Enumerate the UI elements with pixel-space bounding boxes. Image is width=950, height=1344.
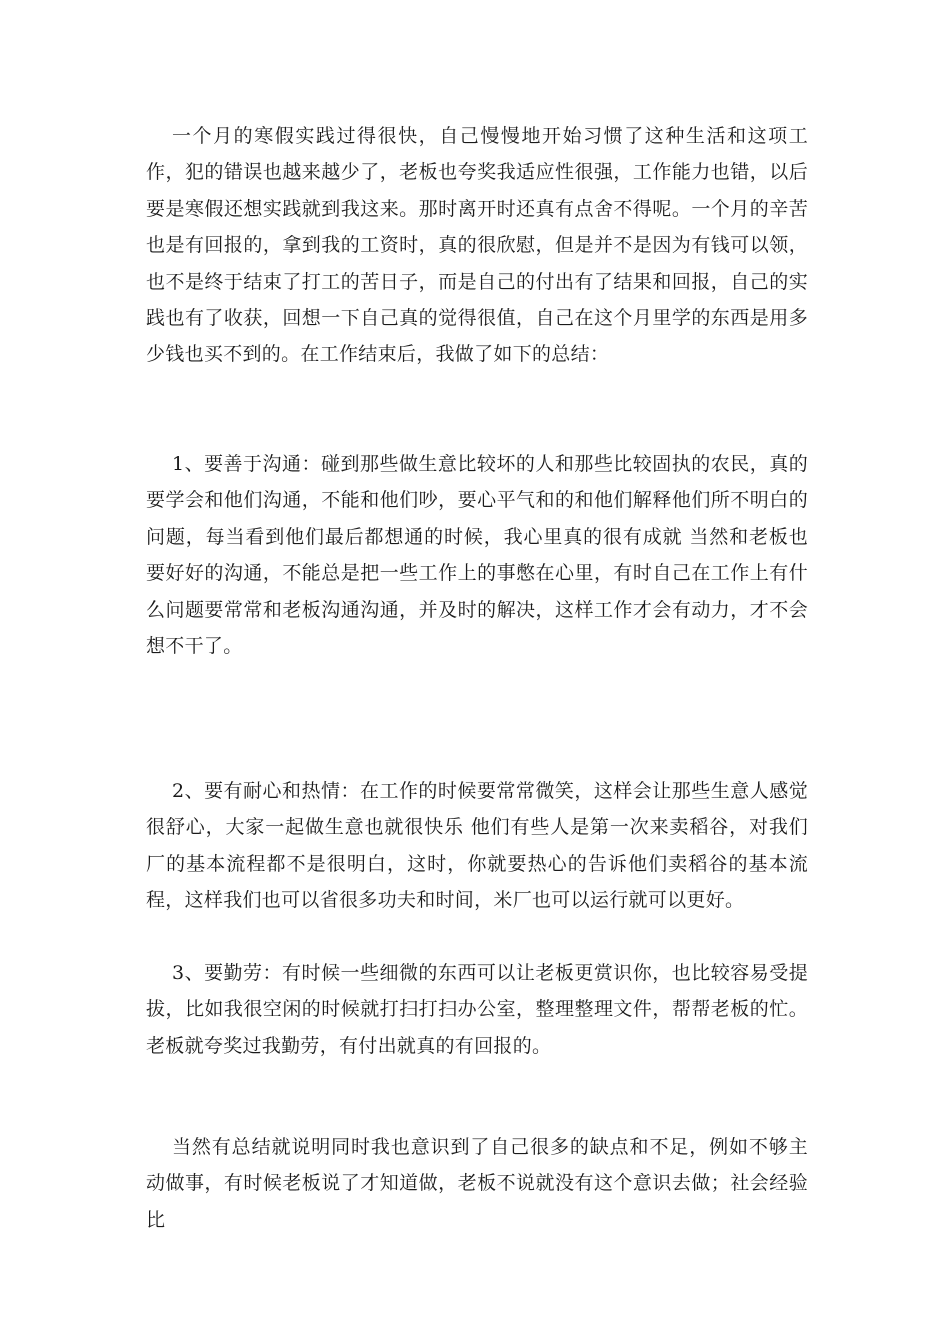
paragraph-intro: 一个月的寒假实践过得很快，自己慢慢地开始习惯了这种生活和这项工作，犯的错误也越来越少了，老板也夸奖我适应性很强，工作能力也错，以后要是寒假还想实践就到我这来。那时离开时还真有点舍不得呢。一个月的辛苦也是有回报的，拿到我的工资时，真的很欣慰，但是并不是因为有钱可以领，也不是终于结束了打工的苦日子，而是自己的付出有了结果和回报，自己的实践也有了收获，回想一下自己真的觉得很值，自己在这个月里学的东西是用多少钱也买不到的。在工作结束后，我做了如下的总结： — [146, 125, 808, 366]
paragraph-point-2-patience: 2、要有耐心和热情：在工作的时候要常常微笑，这样会让那些生意人感觉很舒心，大家一起做生意也就很快乐 他们有些人是第一次来卖稻谷，对我们厂的基本流程都不是很明白，这时，你就要热心的告诉他们卖稻谷的基本流程，这样我们也可以省很多功夫和时间，米厂也可以运行就可以更好。 — [146, 780, 808, 912]
paragraph-point-1-communication: 1、要善于沟通：碰到那些做生意比较坏的人和那些比较固执的农民，真的要学会和他们沟通，不能和他们吵，要心平气和的和他们解释他们所不明白的问题，每当看到他们最后都想通的时候，我心里真的很有成就 当然和老板也要好好的沟通，不能总是把一些工作上的事憋在心里，有时自己在工作上有什么问题要常常和老板沟通沟通，并及时的解决，这样工作才会有动力，才不会想不干了。 — [146, 453, 808, 658]
paragraph-point-3-diligence: 3、要勤劳：有时候一些细微的东西可以让老板更赏识你，也比较容易受提拔，比如我很空闲的时候就打扫打扫办公室，整理整理文件，帮帮老板的忙。老板就夸奖过我勤劳，有付出就真的有回报的。 — [146, 962, 808, 1057]
paragraph-shortcomings: 当然有总结就说明同时我也意识到了自己很多的缺点和不足，例如不够主动做事，有时候老板说了才知道做，老板不说就没有这个意识去做；社会经验比 — [146, 1136, 808, 1231]
